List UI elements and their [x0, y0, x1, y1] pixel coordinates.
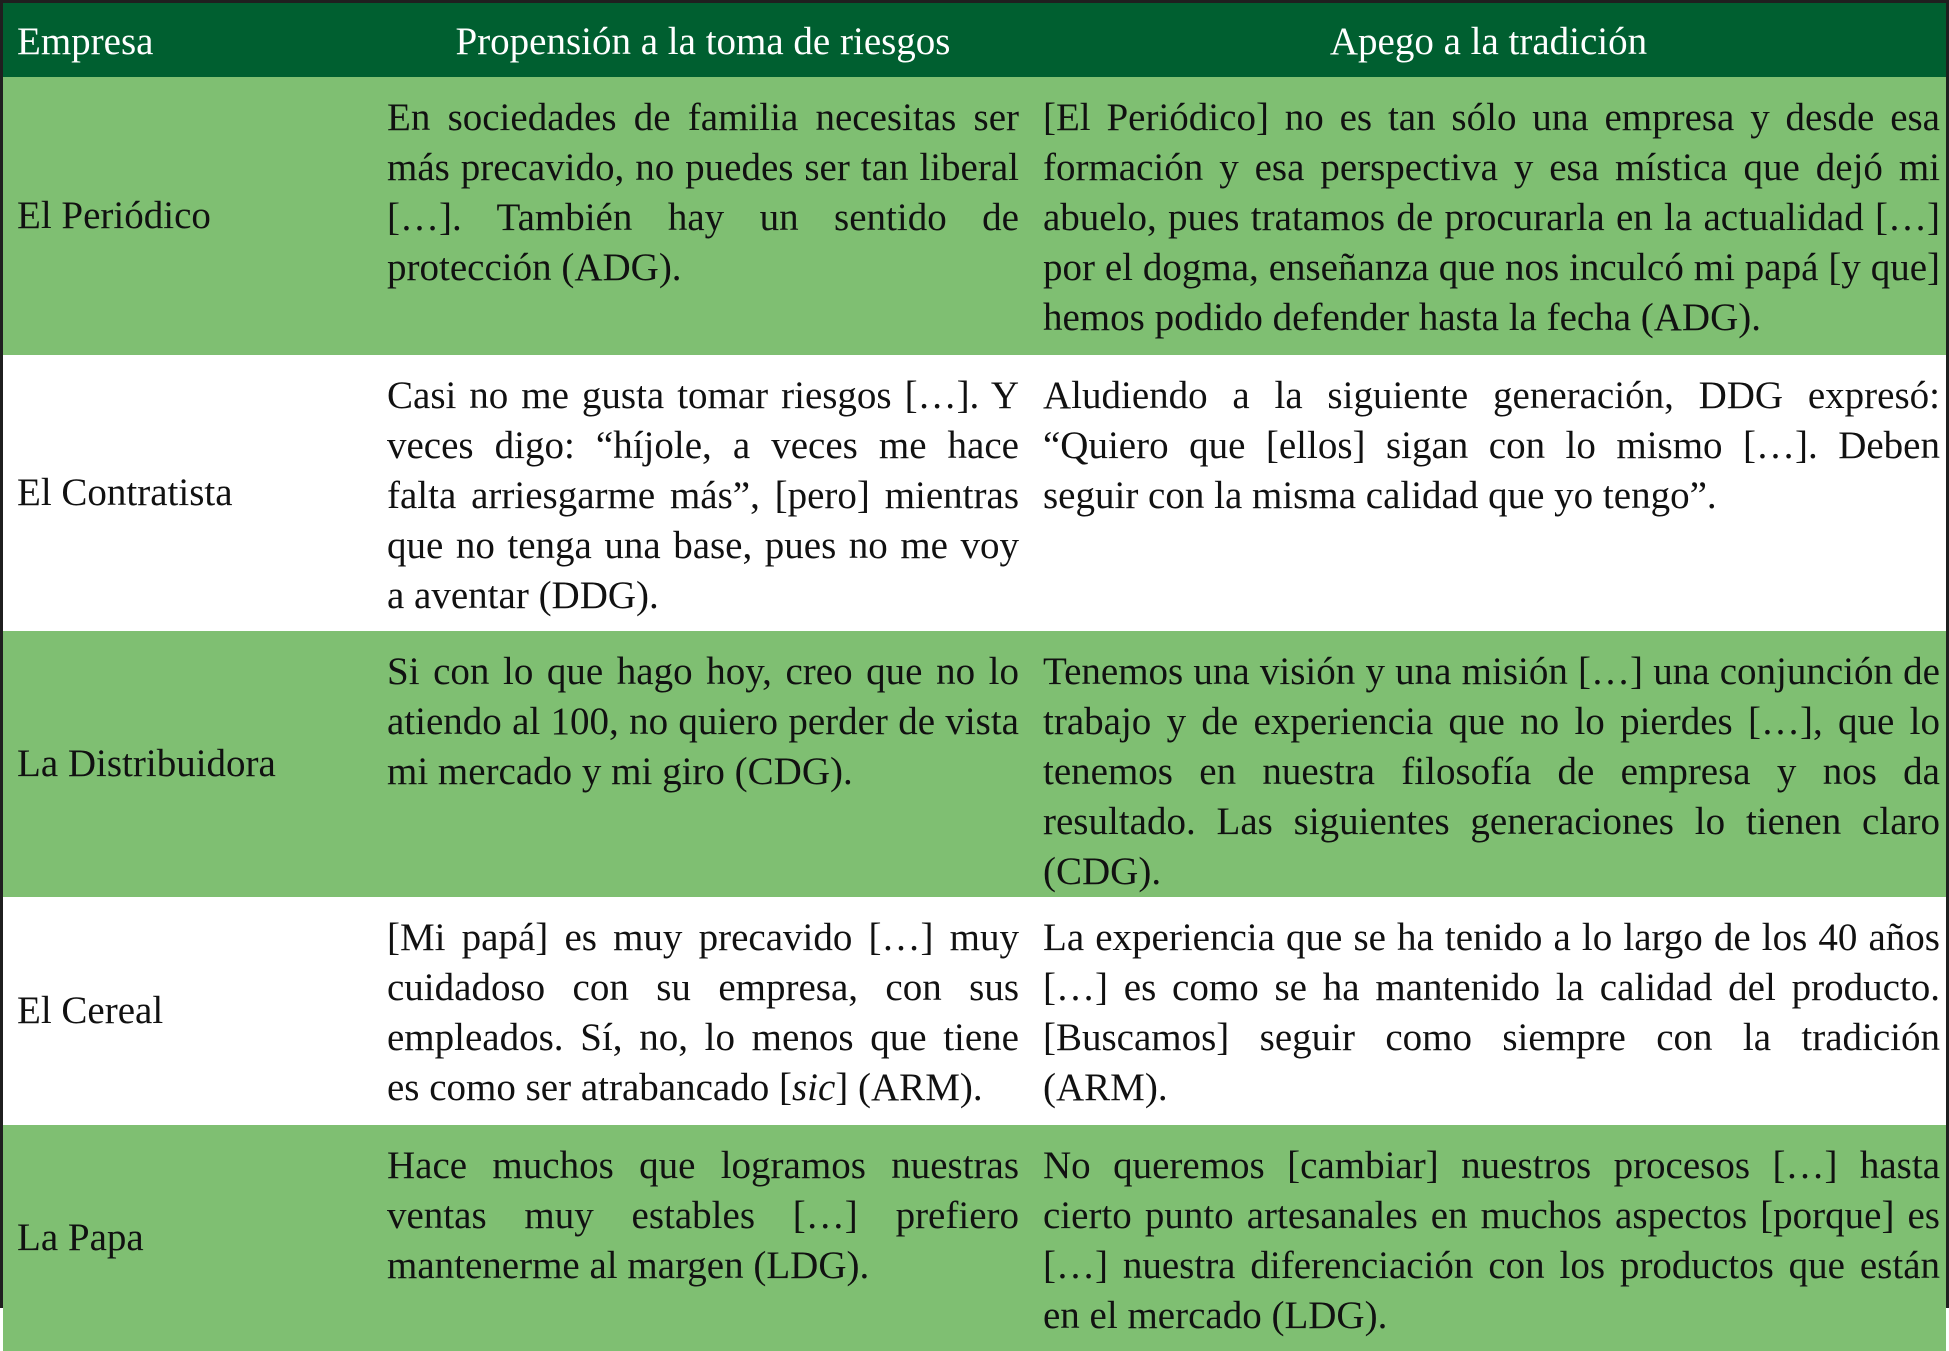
company-cell: La Papa — [17, 1216, 144, 1259]
company-cell: El Contratista — [17, 471, 233, 514]
risk-cell: Casi no me gusta tomar riesgos […]. Y veces digo: “híjole, a veces me hace falta arriesgarme más”, [pero] mientras que no tenga una base, pues no me voy a aventar (DDG). — [387, 374, 1019, 617]
risk-text-after: ] (ARM). — [835, 1066, 983, 1109]
tradition-cell: La experiencia que se ha tenido a lo largo de los 40 años […] es como se ha mantenido la calidad del producto. [Buscamos] seguir como siempre con la tradición (ARM). — [1043, 916, 1940, 1109]
table-row — [3, 77, 1946, 355]
risk-cell — [375, 897, 1031, 1125]
tradition-cell: Aludiendo a la siguiente generación, DDG expresó: “Quiero que [ellos] sigan con lo mismo […]. Deben seguir con la misma calidad que yo tengo”. — [1043, 374, 1940, 517]
table-row — [3, 355, 1946, 631]
risk-text-before: [Mi papá] es muy precavido […] muy cuidadoso con su empresa, con sus empleados. Sí, no, lo menos que tiene es como ser atrabancado [ — [387, 916, 1019, 1109]
risk-cell: Hace muchos que logramos nuestras ventas muy estables […] prefiero mantenerme al margen (LDG). — [387, 1144, 1019, 1287]
table-row — [3, 1125, 1946, 1351]
tradition-cell: No queremos [cambiar] nuestros procesos […] hasta cierto punto artesanales en muchos aspectos [porque] es […] nuestra diferenciación con los productos que están en el mercado (LDG). — [1043, 1144, 1940, 1337]
header-company: Empresa — [17, 20, 154, 63]
risk-text-italic: sic — [791, 1066, 836, 1109]
header-risk: Propensión a la toma de riesgos — [455, 20, 951, 63]
risk-cell: En sociedades de familia necesitas ser más precavido, no puedes ser tan liberal […]. También hay un sentido de protección (ADG). — [387, 96, 1019, 289]
tradition-cell: Tenemos una visión y una misión […] una conjunción de trabajo y de experiencia que no lo pierdes […], que lo tenemos en nuestra filosofía de empresa y nos da resultado. Las siguientes generaciones lo tienen claro (CDG). — [1043, 650, 1940, 893]
company-cell: La Distribuidora — [17, 742, 276, 785]
table-row — [3, 897, 1946, 1125]
table-header — [3, 3, 1946, 77]
company-cell: El Cereal — [17, 989, 164, 1032]
risk-cell: Si con lo que hago hoy, creo que no lo atiendo al 100, no quiero perder de vista mi mercado y mi giro (CDG). — [387, 650, 1019, 793]
comparison-table — [3, 3, 1946, 1351]
table-row — [3, 631, 1946, 897]
company-cell: El Periódico — [17, 194, 211, 237]
tradition-cell: [El Periódico] no es tan sólo una empresa y desde esa formación y esa perspectiva y esa mística que dejó mi abuelo, pues tratamos de procurarla en la actualidad […] por el dogma, enseñanza que nos inculcó mi papá [y que] hemos podido defender hasta la fecha (ADG). — [1043, 96, 1940, 339]
table-body — [3, 77, 1946, 1351]
header-row — [3, 3, 1946, 77]
header-tradition: Apego a la tradición — [1329, 20, 1648, 63]
